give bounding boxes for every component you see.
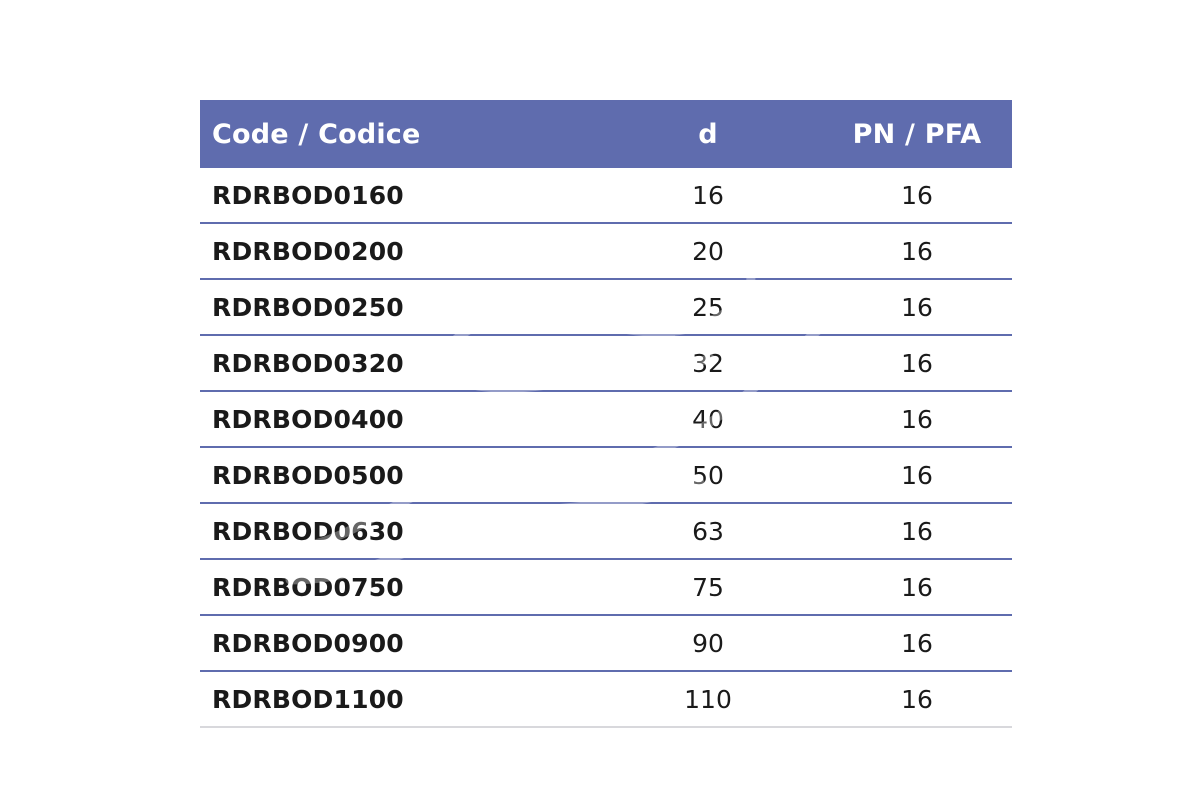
cell-code: RDRBOD0750 (200, 559, 594, 615)
cell-code: RDRBOD0500 (200, 447, 594, 503)
cell-d: 50 (594, 447, 822, 503)
cell-pn-pfa: 16 (822, 671, 1012, 727)
table-body (200, 168, 1012, 727)
cell-d: 110 (594, 671, 822, 727)
cell-code: RDRBOD0400 (200, 391, 594, 447)
cell-pn-pfa: 16 (822, 559, 1012, 615)
cell-code: RDRBOD0200 (200, 223, 594, 279)
table-row (200, 615, 1012, 671)
cell-pn-pfa: 16 (822, 391, 1012, 447)
column-header-pn-pfa: PN / PFA (822, 100, 1012, 168)
cell-d: 16 (594, 168, 822, 223)
cell-d: 20 (594, 223, 822, 279)
spec-table-container (200, 100, 1000, 728)
cell-pn-pfa: 16 (822, 335, 1012, 391)
product-code-table (200, 100, 1012, 728)
cell-d: 40 (594, 391, 822, 447)
cell-code: RDRBOD0250 (200, 279, 594, 335)
table-row (200, 168, 1012, 223)
cell-code: RDRBOD0320 (200, 335, 594, 391)
cell-pn-pfa: 16 (822, 223, 1012, 279)
cell-pn-pfa: 16 (822, 503, 1012, 559)
table-header-row (200, 100, 1012, 168)
cell-d: 63 (594, 503, 822, 559)
cell-code: RDRBOD0900 (200, 615, 594, 671)
table-row (200, 503, 1012, 559)
table-row (200, 559, 1012, 615)
table-row (200, 223, 1012, 279)
cell-code: RDRBOD0160 (200, 168, 594, 223)
column-header-d: d (594, 100, 822, 168)
cell-pn-pfa: 16 (822, 447, 1012, 503)
cell-d: 25 (594, 279, 822, 335)
cell-d: 32 (594, 335, 822, 391)
table-row (200, 335, 1012, 391)
table-row (200, 279, 1012, 335)
table-row (200, 671, 1012, 727)
table-header (200, 100, 1012, 168)
column-header-code: Code / Codice (200, 100, 594, 168)
cell-pn-pfa: 16 (822, 615, 1012, 671)
table-row (200, 391, 1012, 447)
cell-code: RDRBOD1100 (200, 671, 594, 727)
cell-d: 75 (594, 559, 822, 615)
cell-pn-pfa: 16 (822, 168, 1012, 223)
cell-pn-pfa: 16 (822, 279, 1012, 335)
cell-code: RDRBOD0630 (200, 503, 594, 559)
table-row (200, 447, 1012, 503)
cell-d: 90 (594, 615, 822, 671)
